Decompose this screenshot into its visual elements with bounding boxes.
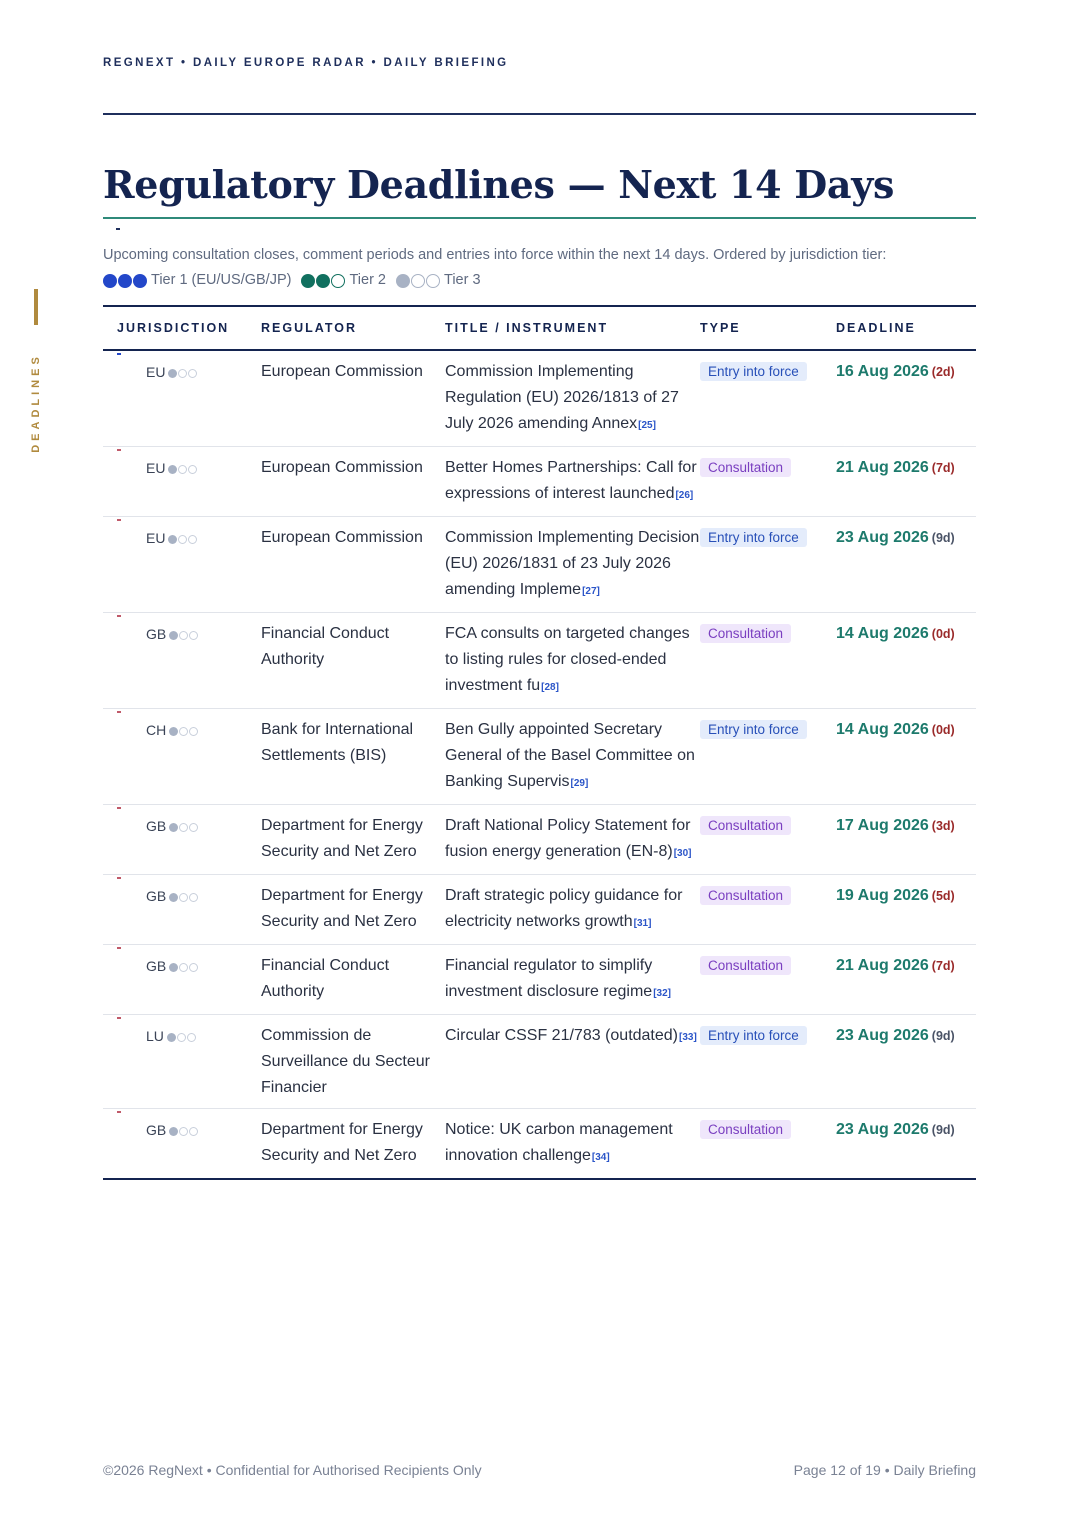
table-row[interactable] bbox=[103, 1015, 976, 1109]
type-badge: Consultation bbox=[700, 956, 791, 975]
deadline-date: 23 Aug 2026 bbox=[836, 1121, 929, 1138]
cell-deadline bbox=[836, 613, 976, 709]
cell-regulator bbox=[261, 945, 445, 1015]
page-title: Regulatory Deadlines — Next 14 Days bbox=[103, 162, 895, 207]
cell-type bbox=[700, 709, 836, 805]
table-body bbox=[103, 350, 976, 1179]
days-remaining: (5d) bbox=[931, 889, 955, 903]
cell-title bbox=[445, 350, 700, 447]
cell-title bbox=[445, 945, 700, 1015]
footer-copyright: ©2026 RegNext • Confidential for Authorised Recipients Only bbox=[103, 1462, 482, 1478]
cell-regulator bbox=[261, 350, 445, 447]
tier-legend bbox=[103, 268, 983, 293]
cell-title bbox=[445, 613, 700, 709]
citation-link[interactable]: [26] bbox=[675, 490, 694, 501]
instrument-title: Better Homes Partnerships: Call for expressions of interest launched bbox=[445, 459, 697, 502]
instrument-title: FCA consults on targeted changes to listing rules for closed-ended investment fu bbox=[445, 625, 690, 694]
days-remaining: (0d) bbox=[931, 627, 955, 641]
citation-link[interactable]: [33] bbox=[679, 1032, 697, 1043]
jurisdiction-code: EU bbox=[146, 530, 166, 546]
instrument-title: Draft strategic policy guidance for electricity networks growth bbox=[445, 887, 683, 930]
citation-link[interactable]: [25] bbox=[638, 420, 656, 431]
cell-jurisdiction bbox=[103, 709, 261, 805]
type-badge: Consultation bbox=[700, 1120, 791, 1139]
cell-regulator bbox=[261, 517, 445, 613]
cell-type bbox=[700, 447, 836, 517]
table-row[interactable] bbox=[103, 1109, 976, 1180]
intro-text: Upcoming consultation closes, comment periods and entries into force within the next 14 days. Ordered by jurisdiction tier: bbox=[103, 247, 887, 263]
cell-type bbox=[700, 517, 836, 613]
regulator-name: Commission de Surveillance du Secteur Financier bbox=[261, 1027, 430, 1096]
jurisdiction-code: GB bbox=[146, 818, 167, 834]
days-remaining: (9d) bbox=[931, 1029, 955, 1043]
days-remaining: (3d) bbox=[931, 819, 955, 833]
tier-dots-icon bbox=[396, 274, 440, 288]
cell-regulator bbox=[261, 1109, 445, 1180]
tier-dots-icon bbox=[169, 823, 198, 832]
type-badge: Entry into force bbox=[700, 720, 807, 739]
deadline-date: 16 Aug 2026 bbox=[836, 363, 929, 380]
table-row[interactable] bbox=[103, 613, 976, 709]
regulator-name: European Commission bbox=[261, 459, 423, 476]
regulator-name: European Commission bbox=[261, 529, 423, 546]
legend-label: Tier 3 bbox=[444, 272, 481, 288]
jurisdiction-code: GB bbox=[146, 958, 167, 974]
intro-block bbox=[103, 243, 983, 293]
instrument-title: Commission Implementing Decision (EU) 2026/1831 of 23 July 2026 amending Impleme bbox=[445, 529, 700, 598]
cell-deadline bbox=[836, 1015, 976, 1109]
cell-jurisdiction bbox=[103, 945, 261, 1015]
row-marker bbox=[117, 711, 121, 713]
jurisdiction-code: GB bbox=[146, 1122, 167, 1138]
cell-type bbox=[700, 805, 836, 875]
header-divider bbox=[103, 113, 976, 115]
cell-deadline bbox=[836, 1109, 976, 1180]
cell-title bbox=[445, 1015, 700, 1109]
deadline-date: 21 Aug 2026 bbox=[836, 957, 929, 974]
col-header-title[interactable]: TITLE / INSTRUMENT bbox=[445, 306, 700, 350]
tier-dots-icon bbox=[169, 727, 198, 736]
type-badge: Consultation bbox=[700, 458, 791, 477]
cell-title bbox=[445, 805, 700, 875]
col-header-regulator[interactable]: REGULATOR bbox=[261, 306, 445, 350]
table-row[interactable] bbox=[103, 350, 976, 447]
cell-jurisdiction bbox=[103, 350, 261, 447]
deadline-date: 23 Aug 2026 bbox=[836, 1027, 929, 1044]
legend-tier-3 bbox=[396, 268, 481, 293]
cell-title bbox=[445, 447, 700, 517]
row-marker bbox=[117, 615, 121, 617]
cell-deadline bbox=[836, 805, 976, 875]
table-row[interactable] bbox=[103, 945, 976, 1015]
tier-dots-icon bbox=[169, 631, 198, 640]
citation-link[interactable]: [28] bbox=[541, 682, 559, 693]
instrument-title: Financial regulator to simplify investment disclosure regime bbox=[445, 957, 653, 1000]
citation-link[interactable]: [29] bbox=[570, 778, 589, 789]
cell-regulator bbox=[261, 709, 445, 805]
row-marker bbox=[117, 1017, 121, 1019]
table-row[interactable] bbox=[103, 875, 976, 945]
cell-jurisdiction bbox=[103, 1015, 261, 1109]
regulator-name: Department for Energy Security and Net Zero bbox=[261, 887, 423, 930]
type-badge: Consultation bbox=[700, 624, 791, 643]
side-section-label: DEADLINES bbox=[30, 353, 42, 453]
cell-type bbox=[700, 1109, 836, 1180]
cell-deadline bbox=[836, 875, 976, 945]
regulator-name: Bank for International Settlements (BIS) bbox=[261, 721, 414, 764]
jurisdiction-code: LU bbox=[146, 1028, 164, 1044]
legend-label: Tier 1 (EU/US/GB/JP) bbox=[151, 272, 292, 288]
days-remaining: (7d) bbox=[931, 959, 955, 973]
tier-dots-icon bbox=[167, 1033, 196, 1042]
table-row[interactable] bbox=[103, 805, 976, 875]
cell-deadline bbox=[836, 350, 976, 447]
tier-dots-icon bbox=[168, 369, 197, 378]
table-row[interactable] bbox=[103, 709, 976, 805]
jurisdiction-code: GB bbox=[146, 888, 167, 904]
cell-jurisdiction bbox=[103, 875, 261, 945]
cell-jurisdiction bbox=[103, 517, 261, 613]
type-badge: Entry into force bbox=[700, 1026, 807, 1045]
cell-title bbox=[445, 709, 700, 805]
cell-deadline bbox=[836, 709, 976, 805]
type-badge: Consultation bbox=[700, 816, 791, 835]
col-header-type[interactable]: TYPE bbox=[700, 306, 836, 350]
title-divider bbox=[103, 217, 976, 219]
jurisdiction-code: CH bbox=[146, 722, 167, 738]
regulator-name: European Commission bbox=[261, 363, 423, 380]
jurisdiction-code: GB bbox=[146, 626, 167, 642]
legend-tier-2 bbox=[301, 268, 386, 293]
cell-jurisdiction bbox=[103, 447, 261, 517]
cell-title bbox=[445, 875, 700, 945]
regulator-name: Department for Energy Security and Net Zero bbox=[261, 817, 423, 860]
cell-type bbox=[700, 1015, 836, 1109]
instrument-title: Draft National Policy Statement for fusion energy generation (EN-8) bbox=[445, 817, 691, 860]
type-badge: Entry into force bbox=[700, 362, 807, 381]
table-header bbox=[103, 306, 976, 350]
row-marker bbox=[117, 449, 121, 451]
regulator-name: Financial Conduct Authority bbox=[261, 625, 390, 668]
type-badge: Entry into force bbox=[700, 528, 807, 547]
citation-link[interactable]: [32] bbox=[653, 988, 671, 999]
deadline-date: 17 Aug 2026 bbox=[836, 817, 929, 834]
citation-link[interactable]: [34] bbox=[591, 1152, 610, 1163]
instrument-title: Commission Implementing Regulation (EU) 2026/1813 of 27 July 2026 amending Annex bbox=[445, 363, 679, 432]
title-tick-mark bbox=[116, 228, 120, 230]
deadline-date: 21 Aug 2026 bbox=[836, 459, 929, 476]
cell-title bbox=[445, 517, 700, 613]
cell-regulator bbox=[261, 613, 445, 709]
cell-jurisdiction bbox=[103, 805, 261, 875]
cell-type bbox=[700, 945, 836, 1015]
type-badge: Consultation bbox=[700, 886, 791, 905]
side-accent-bar bbox=[34, 289, 38, 325]
legend-tier-1 bbox=[103, 268, 291, 293]
cell-jurisdiction bbox=[103, 613, 261, 709]
tier-dots-icon bbox=[103, 274, 147, 288]
row-marker bbox=[117, 807, 121, 809]
regulator-name: Department for Energy Security and Net Zero bbox=[261, 1121, 423, 1164]
cell-regulator bbox=[261, 1015, 445, 1109]
cell-regulator bbox=[261, 805, 445, 875]
days-remaining: (9d) bbox=[931, 1123, 955, 1137]
row-marker bbox=[117, 1111, 121, 1113]
jurisdiction-code: EU bbox=[146, 460, 166, 476]
tier-dots-icon bbox=[169, 1127, 198, 1136]
tier-dots-icon bbox=[168, 535, 197, 544]
jurisdiction-code: EU bbox=[146, 364, 166, 380]
citation-link[interactable]: [27] bbox=[582, 586, 600, 597]
cell-deadline bbox=[836, 517, 976, 613]
citation-link[interactable]: [30] bbox=[673, 848, 692, 859]
instrument-title: Notice: UK carbon management innovation challenge bbox=[445, 1121, 673, 1164]
days-remaining: (0d) bbox=[931, 723, 955, 737]
citation-link[interactable]: [31] bbox=[633, 918, 652, 929]
row-marker bbox=[117, 877, 121, 879]
days-remaining: (9d) bbox=[931, 531, 955, 545]
col-header-jurisdiction[interactable]: JURISDICTION bbox=[103, 306, 261, 350]
cell-type bbox=[700, 613, 836, 709]
deadline-date: 23 Aug 2026 bbox=[836, 529, 929, 546]
cell-deadline bbox=[836, 945, 976, 1015]
cell-regulator bbox=[261, 875, 445, 945]
deadline-date: 14 Aug 2026 bbox=[836, 721, 929, 738]
cell-deadline bbox=[836, 447, 976, 517]
header-breadcrumb: REGNEXT • DAILY EUROPE RADAR • DAILY BRIEFING bbox=[103, 57, 509, 69]
regulator-name: Financial Conduct Authority bbox=[261, 957, 390, 1000]
row-marker bbox=[117, 353, 121, 355]
instrument-title: Ben Gully appointed Secretary General of the Basel Committee on Banking Supervis bbox=[445, 721, 695, 790]
cell-regulator bbox=[261, 447, 445, 517]
tier-dots-icon bbox=[301, 274, 345, 288]
cell-title bbox=[445, 1109, 700, 1180]
tier-dots-icon bbox=[168, 465, 197, 474]
table-row[interactable] bbox=[103, 517, 976, 613]
row-marker bbox=[117, 519, 121, 521]
days-remaining: (2d) bbox=[931, 365, 955, 379]
tier-dots-icon bbox=[169, 963, 198, 972]
instrument-title: Circular CSSF 21/783 (outdated) bbox=[445, 1027, 678, 1044]
table-row[interactable] bbox=[103, 447, 976, 517]
legend-label: Tier 2 bbox=[349, 272, 386, 288]
deadline-date: 19 Aug 2026 bbox=[836, 887, 929, 904]
deadline-date: 14 Aug 2026 bbox=[836, 625, 929, 642]
cell-type bbox=[700, 350, 836, 447]
col-header-deadline[interactable]: DEADLINE bbox=[836, 306, 976, 350]
cell-type bbox=[700, 875, 836, 945]
tier-dots-icon bbox=[169, 893, 198, 902]
footer-page-info: Page 12 of 19 • Daily Briefing bbox=[793, 1462, 976, 1478]
row-marker bbox=[117, 947, 121, 949]
deadlines-table bbox=[103, 305, 976, 1180]
cell-jurisdiction bbox=[103, 1109, 261, 1180]
days-remaining: (7d) bbox=[931, 461, 955, 475]
